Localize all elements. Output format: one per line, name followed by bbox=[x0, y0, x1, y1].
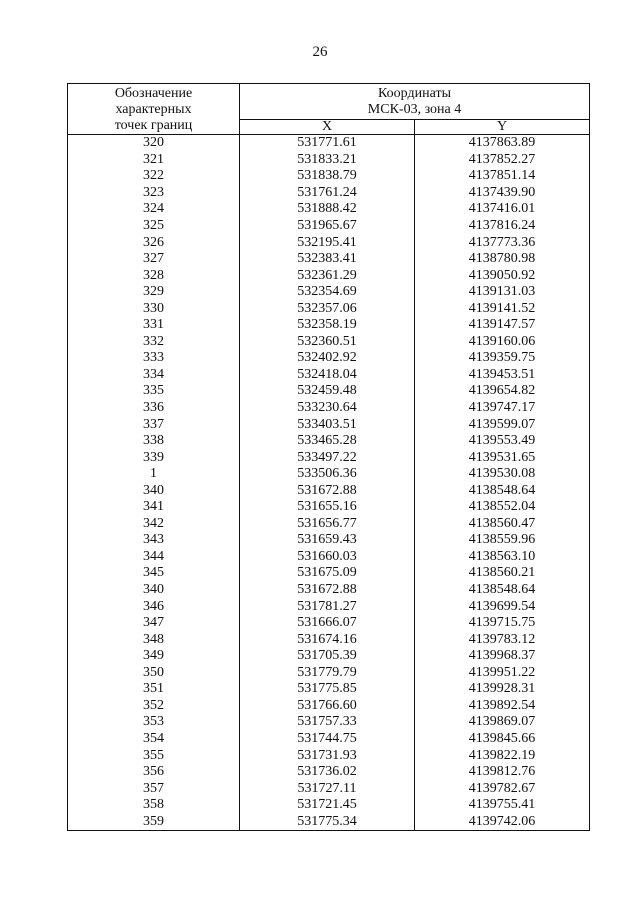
point-id-cell: 344 bbox=[68, 549, 240, 566]
y-coordinate-cell: 4137852.27 bbox=[415, 152, 590, 169]
table-body bbox=[68, 135, 590, 831]
point-id-cell: 352 bbox=[68, 698, 240, 715]
point-id-cell: 346 bbox=[68, 598, 240, 615]
x-coordinate-cell: 531655.16 bbox=[240, 499, 415, 516]
x-coordinate-cell: 531888.42 bbox=[240, 201, 415, 218]
point-id-cell: 357 bbox=[68, 780, 240, 797]
point-id-cell: 334 bbox=[68, 367, 240, 384]
table-row bbox=[68, 714, 590, 731]
y-coordinate-cell: 4139783.12 bbox=[415, 631, 590, 648]
y-coordinate-cell: 4139050.92 bbox=[415, 267, 590, 284]
table-row bbox=[68, 201, 590, 218]
table-row bbox=[68, 665, 590, 682]
x-coordinate-cell: 531766.60 bbox=[240, 698, 415, 715]
x-coordinate-cell: 531838.79 bbox=[240, 168, 415, 185]
y-coordinate-cell: 4138559.96 bbox=[415, 532, 590, 549]
table-row bbox=[68, 449, 590, 466]
x-coordinate-cell: 531672.88 bbox=[240, 482, 415, 499]
x-coordinate-cell: 532402.92 bbox=[240, 350, 415, 367]
x-coordinate-cell: 531775.34 bbox=[240, 813, 415, 830]
y-column-header: Y bbox=[415, 119, 590, 134]
y-coordinate-cell: 4139755.41 bbox=[415, 797, 590, 814]
y-coordinate-cell: 4138563.10 bbox=[415, 549, 590, 566]
point-id-cell: 337 bbox=[68, 416, 240, 433]
y-coordinate-cell: 4139812.76 bbox=[415, 764, 590, 781]
point-id-cell: 321 bbox=[68, 152, 240, 169]
coordinates-table bbox=[67, 83, 590, 831]
point-id-cell: 323 bbox=[68, 185, 240, 202]
point-id-cell: 351 bbox=[68, 681, 240, 698]
table-row bbox=[68, 466, 590, 483]
y-coordinate-cell: 4137816.24 bbox=[415, 218, 590, 235]
table-row bbox=[68, 516, 590, 533]
point-id-cell: 345 bbox=[68, 565, 240, 582]
x-coordinate-cell: 531757.33 bbox=[240, 714, 415, 731]
y-coordinate-cell: 4138548.64 bbox=[415, 582, 590, 599]
table-row bbox=[68, 185, 590, 202]
table-row bbox=[68, 648, 590, 665]
point-id-cell: 335 bbox=[68, 383, 240, 400]
y-coordinate-cell: 4139453.51 bbox=[415, 367, 590, 384]
table-row bbox=[68, 267, 590, 284]
table-row bbox=[68, 416, 590, 433]
x-coordinate-cell: 533506.36 bbox=[240, 466, 415, 483]
y-coordinate-cell: 4139747.17 bbox=[415, 400, 590, 417]
point-id-cell: 353 bbox=[68, 714, 240, 731]
table-row bbox=[68, 135, 590, 152]
x-coordinate-cell: 533230.64 bbox=[240, 400, 415, 417]
x-coordinate-cell: 531781.27 bbox=[240, 598, 415, 615]
point-id-cell: 1 bbox=[68, 466, 240, 483]
point-id-cell: 347 bbox=[68, 615, 240, 632]
x-coordinate-cell: 532354.69 bbox=[240, 284, 415, 301]
table-row bbox=[68, 532, 590, 549]
y-coordinate-cell: 4137439.90 bbox=[415, 185, 590, 202]
point-id-cell: 338 bbox=[68, 433, 240, 450]
point-id-cell: 358 bbox=[68, 797, 240, 814]
y-coordinate-cell: 4138552.04 bbox=[415, 499, 590, 516]
y-coordinate-cell: 4139951.22 bbox=[415, 665, 590, 682]
x-coordinate-cell: 531833.21 bbox=[240, 152, 415, 169]
point-id-cell: 348 bbox=[68, 631, 240, 648]
table-row bbox=[68, 284, 590, 301]
point-id-cell: 327 bbox=[68, 251, 240, 268]
point-id-cell: 322 bbox=[68, 168, 240, 185]
x-coordinate-cell: 532195.41 bbox=[240, 234, 415, 251]
table-row bbox=[68, 334, 590, 351]
point-id-cell: 340 bbox=[68, 482, 240, 499]
x-coordinate-cell: 531727.11 bbox=[240, 780, 415, 797]
x-coordinate-cell: 532383.41 bbox=[240, 251, 415, 268]
table-row bbox=[68, 367, 590, 384]
table-row bbox=[68, 698, 590, 715]
y-coordinate-cell: 4137416.01 bbox=[415, 201, 590, 218]
table-row bbox=[68, 400, 590, 417]
table-row bbox=[68, 350, 590, 367]
header-line: характерных bbox=[115, 102, 192, 117]
table-row bbox=[68, 300, 590, 317]
point-id-cell: 330 bbox=[68, 300, 240, 317]
x-coordinate-cell: 531761.24 bbox=[240, 185, 415, 202]
y-coordinate-cell: 4137863.89 bbox=[415, 135, 590, 152]
point-id-cell: 325 bbox=[68, 218, 240, 235]
table-row bbox=[68, 631, 590, 648]
y-coordinate-cell: 4139845.66 bbox=[415, 731, 590, 748]
x-coordinate-cell: 531779.79 bbox=[240, 665, 415, 682]
point-id-cell: 343 bbox=[68, 532, 240, 549]
table-row bbox=[68, 582, 590, 599]
y-coordinate-cell: 4139968.37 bbox=[415, 648, 590, 665]
x-coordinate-cell: 531731.93 bbox=[240, 747, 415, 764]
y-coordinate-cell: 4139131.03 bbox=[415, 284, 590, 301]
table-row bbox=[68, 549, 590, 566]
table-row bbox=[68, 598, 590, 615]
table-row bbox=[68, 251, 590, 268]
x-coordinate-cell: 531674.16 bbox=[240, 631, 415, 648]
x-coordinate-cell: 531965.67 bbox=[240, 218, 415, 235]
point-id-cell: 331 bbox=[68, 317, 240, 334]
y-coordinate-cell: 4137851.14 bbox=[415, 168, 590, 185]
point-id-cell: 350 bbox=[68, 665, 240, 682]
point-id-cell: 328 bbox=[68, 267, 240, 284]
point-id-cell: 349 bbox=[68, 648, 240, 665]
x-coordinate-cell: 531675.09 bbox=[240, 565, 415, 582]
x-coordinate-cell: 531656.77 bbox=[240, 516, 415, 533]
y-coordinate-cell: 4139530.08 bbox=[415, 466, 590, 483]
page-number: 26 bbox=[312, 44, 328, 60]
point-id-cell: 355 bbox=[68, 747, 240, 764]
y-coordinate-cell: 4139699.54 bbox=[415, 598, 590, 615]
x-coordinate-cell: 531736.02 bbox=[240, 764, 415, 781]
x-coordinate-cell: 532360.51 bbox=[240, 334, 415, 351]
point-id-cell: 354 bbox=[68, 731, 240, 748]
y-coordinate-cell: 4138780.98 bbox=[415, 251, 590, 268]
table-row bbox=[68, 797, 590, 814]
header-line: Обозначение bbox=[114, 86, 193, 101]
x-coordinate-cell: 531660.03 bbox=[240, 549, 415, 566]
table-row bbox=[68, 218, 590, 235]
y-coordinate-cell: 4139531.65 bbox=[415, 449, 590, 466]
y-coordinate-cell: 4139892.54 bbox=[415, 698, 590, 715]
point-id-cell: 336 bbox=[68, 400, 240, 417]
y-coordinate-cell: 4139141.52 bbox=[415, 300, 590, 317]
y-coordinate-cell: 4139553.49 bbox=[415, 433, 590, 450]
point-id-cell: 341 bbox=[68, 499, 240, 516]
point-id-cell: 342 bbox=[68, 516, 240, 533]
table-row bbox=[68, 168, 590, 185]
table-row bbox=[68, 764, 590, 781]
point-id-cell: 326 bbox=[68, 234, 240, 251]
x-coordinate-cell: 531672.88 bbox=[240, 582, 415, 599]
x-coordinate-cell: 533465.28 bbox=[240, 433, 415, 450]
table-row bbox=[68, 780, 590, 797]
table-row bbox=[68, 152, 590, 169]
y-coordinate-cell: 4138548.64 bbox=[415, 482, 590, 499]
header-line: Координаты bbox=[378, 86, 451, 102]
y-coordinate-cell: 4139742.06 bbox=[415, 813, 590, 830]
x-coordinate-cell: 533403.51 bbox=[240, 416, 415, 433]
table-row bbox=[68, 731, 590, 748]
y-coordinate-cell: 4139160.06 bbox=[415, 334, 590, 351]
y-coordinate-cell: 4139869.07 bbox=[415, 714, 590, 731]
table-row bbox=[68, 433, 590, 450]
header-line: МСК-03, зона 4 bbox=[367, 102, 462, 118]
table-row bbox=[68, 615, 590, 632]
x-coordinate-cell: 532358.19 bbox=[240, 317, 415, 334]
coordinates-header bbox=[240, 84, 590, 120]
y-coordinate-cell: 4139147.57 bbox=[415, 317, 590, 334]
x-coordinate-cell: 531705.39 bbox=[240, 648, 415, 665]
x-coordinate-cell: 531771.61 bbox=[240, 135, 415, 152]
y-coordinate-cell: 4139359.75 bbox=[415, 350, 590, 367]
point-id-cell: 329 bbox=[68, 284, 240, 301]
x-coordinate-cell: 531721.45 bbox=[240, 797, 415, 814]
y-coordinate-cell: 4139822.19 bbox=[415, 747, 590, 764]
y-coordinate-cell: 4139782.67 bbox=[415, 780, 590, 797]
point-id-cell: 339 bbox=[68, 449, 240, 466]
y-coordinate-cell: 4139599.07 bbox=[415, 416, 590, 433]
table-row bbox=[68, 681, 590, 698]
point-id-cell: 340 bbox=[68, 582, 240, 599]
point-id-cell: 320 bbox=[68, 135, 240, 152]
y-coordinate-cell: 4139928.31 bbox=[415, 681, 590, 698]
x-coordinate-cell: 533497.22 bbox=[240, 449, 415, 466]
table-row bbox=[68, 565, 590, 582]
x-coordinate-cell: 532418.04 bbox=[240, 367, 415, 384]
table-row bbox=[68, 499, 590, 516]
table-row bbox=[68, 317, 590, 334]
point-id-cell: 356 bbox=[68, 764, 240, 781]
point-id-cell: 324 bbox=[68, 201, 240, 218]
y-coordinate-cell: 4137773.36 bbox=[415, 234, 590, 251]
point-id-cell: 332 bbox=[68, 334, 240, 351]
x-coordinate-cell: 531775.85 bbox=[240, 681, 415, 698]
table-row bbox=[68, 747, 590, 764]
x-coordinate-cell: 531666.07 bbox=[240, 615, 415, 632]
x-coordinate-cell: 531744.75 bbox=[240, 731, 415, 748]
y-coordinate-cell: 4139715.75 bbox=[415, 615, 590, 632]
x-coordinate-cell: 531659.43 bbox=[240, 532, 415, 549]
header-line: точек границ bbox=[114, 118, 193, 133]
y-coordinate-cell: 4138560.21 bbox=[415, 565, 590, 582]
y-coordinate-cell: 4139654.82 bbox=[415, 383, 590, 400]
point-id-cell: 359 bbox=[68, 813, 240, 830]
table-row bbox=[68, 813, 590, 830]
x-coordinate-cell: 532361.29 bbox=[240, 267, 415, 284]
point-designation-header bbox=[68, 84, 240, 135]
table-row bbox=[68, 234, 590, 251]
x-column-header: X bbox=[240, 119, 415, 134]
table-row bbox=[68, 383, 590, 400]
x-coordinate-cell: 532357.06 bbox=[240, 300, 415, 317]
point-id-cell: 333 bbox=[68, 350, 240, 367]
x-coordinate-cell: 532459.48 bbox=[240, 383, 415, 400]
y-coordinate-cell: 4138560.47 bbox=[415, 516, 590, 533]
table-row bbox=[68, 482, 590, 499]
